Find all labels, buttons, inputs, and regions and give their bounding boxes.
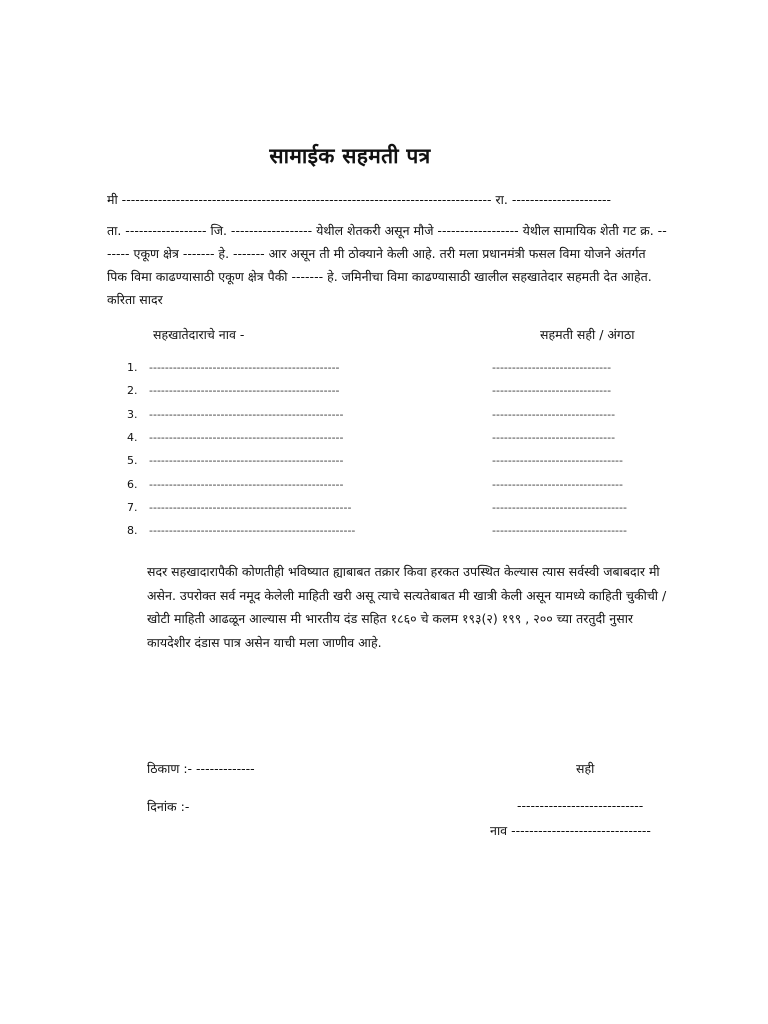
consent-signature-blank: ------------------------------ [492,361,612,374]
row-number: 3. [127,407,138,421]
co-owner-name-blank: --------------------------------------------------- [149,500,352,514]
signature-line: ---------------------------- [517,798,644,813]
row-number: 4. [127,430,138,444]
declarant-line: मी ---------------------------------------------------------------------------------- रा. ---------------------- [107,192,612,207]
row-number: 5. [127,454,138,468]
row-number: 1. [127,361,138,374]
co-owner-row [127,524,647,542]
co-owner-name-blank: ------------------------------------------------- [149,407,344,421]
signature-label: सही [576,761,595,776]
consent-signature-blank: --------------------------------- [492,454,623,468]
page-title: सामाईक सहमती पत्र [269,144,431,168]
row-number: 2. [127,384,138,398]
row-number: 7. [127,500,138,514]
consent-signature-blank: --------------------------------- [492,477,623,491]
co-owner-row [127,454,647,472]
consent-signature-blank: ------------------------------- [492,407,616,421]
co-owner-row [127,361,647,379]
liability-paragraph: सदर सहखादारापैकी कोणतीही भविष्यात ह्याबाबत तक्रार किवा हरकत उपस्थित केल्यास त्यास सर्वस्वी जबाबदार मी असेन. उपरोक्त सर्व नमूद केलेली माहिती खरी असू त्याचे सत्यतेबाबत मी खात्री केली असून यामध्ये काहिती चुकीची /खोटी माहिती आढळून आल्यास मी भारतीय दंड सहित १८६० चे कलम १९३(२) १९९ , २०० च्या तरतुदी नुसार कायदेशीर दंडास पात्र असेन याची मला जाणीव आहे. [147,564,667,650]
place-field: ठिकाण :- ------------- [147,761,255,776]
co-owner-row [127,501,647,519]
co-owner-row [127,408,647,426]
consent-signature-heading: सहमती सही / अंगठा [540,327,635,342]
co-owner-row [127,478,647,496]
co-owner-row [127,384,647,402]
co-owner-name-blank: ------------------------------------------------ [149,384,340,398]
co-owner-name-blank: ------------------------------------------------- [149,430,344,444]
name-field: नाव ------------------------------- [490,823,651,838]
co-owner-name-heading: सहखातेदाराचे नाव - [153,327,245,342]
date-field: दिनांक :- [147,799,190,814]
co-owner-name-blank: ------------------------------------------------- [149,454,344,468]
consent-signature-blank: ---------------------------------- [492,524,627,538]
row-number: 8. [127,524,138,538]
co-owner-name-blank: ---------------------------------------------------- [149,524,356,538]
co-owner-name-blank: ------------------------------------------------ [149,361,340,374]
declaration-paragraph: ता. ------------------ जि. ------------------ येथील शेतकरी असून मौजे ------------------ येथील सामायिक शेती गट क्र. ------- एकूण क्षेत्र ------- हे. ------- आर असून ती मी ठोक्याने केली आहे. तरी मला प्रधानमंत्री फसल विमा योजने अंतर्गत पिक विमा काढण्यासाठी एकूण क्षेत्र पैकी ------- हे. जमिनीचा विमा काढण्यासाठी खालील सहखातेदार सहमती देत आहेत. करिता सादर [107,223,667,307]
co-owner-name-blank: ------------------------------------------------- [149,477,344,491]
consent-signature-blank: ---------------------------------- [492,500,627,514]
consent-signature-blank: ------------------------------ [492,384,612,398]
consent-signature-blank: ------------------------------- [492,430,616,444]
row-number: 6. [127,477,138,491]
co-owner-row [127,431,647,449]
